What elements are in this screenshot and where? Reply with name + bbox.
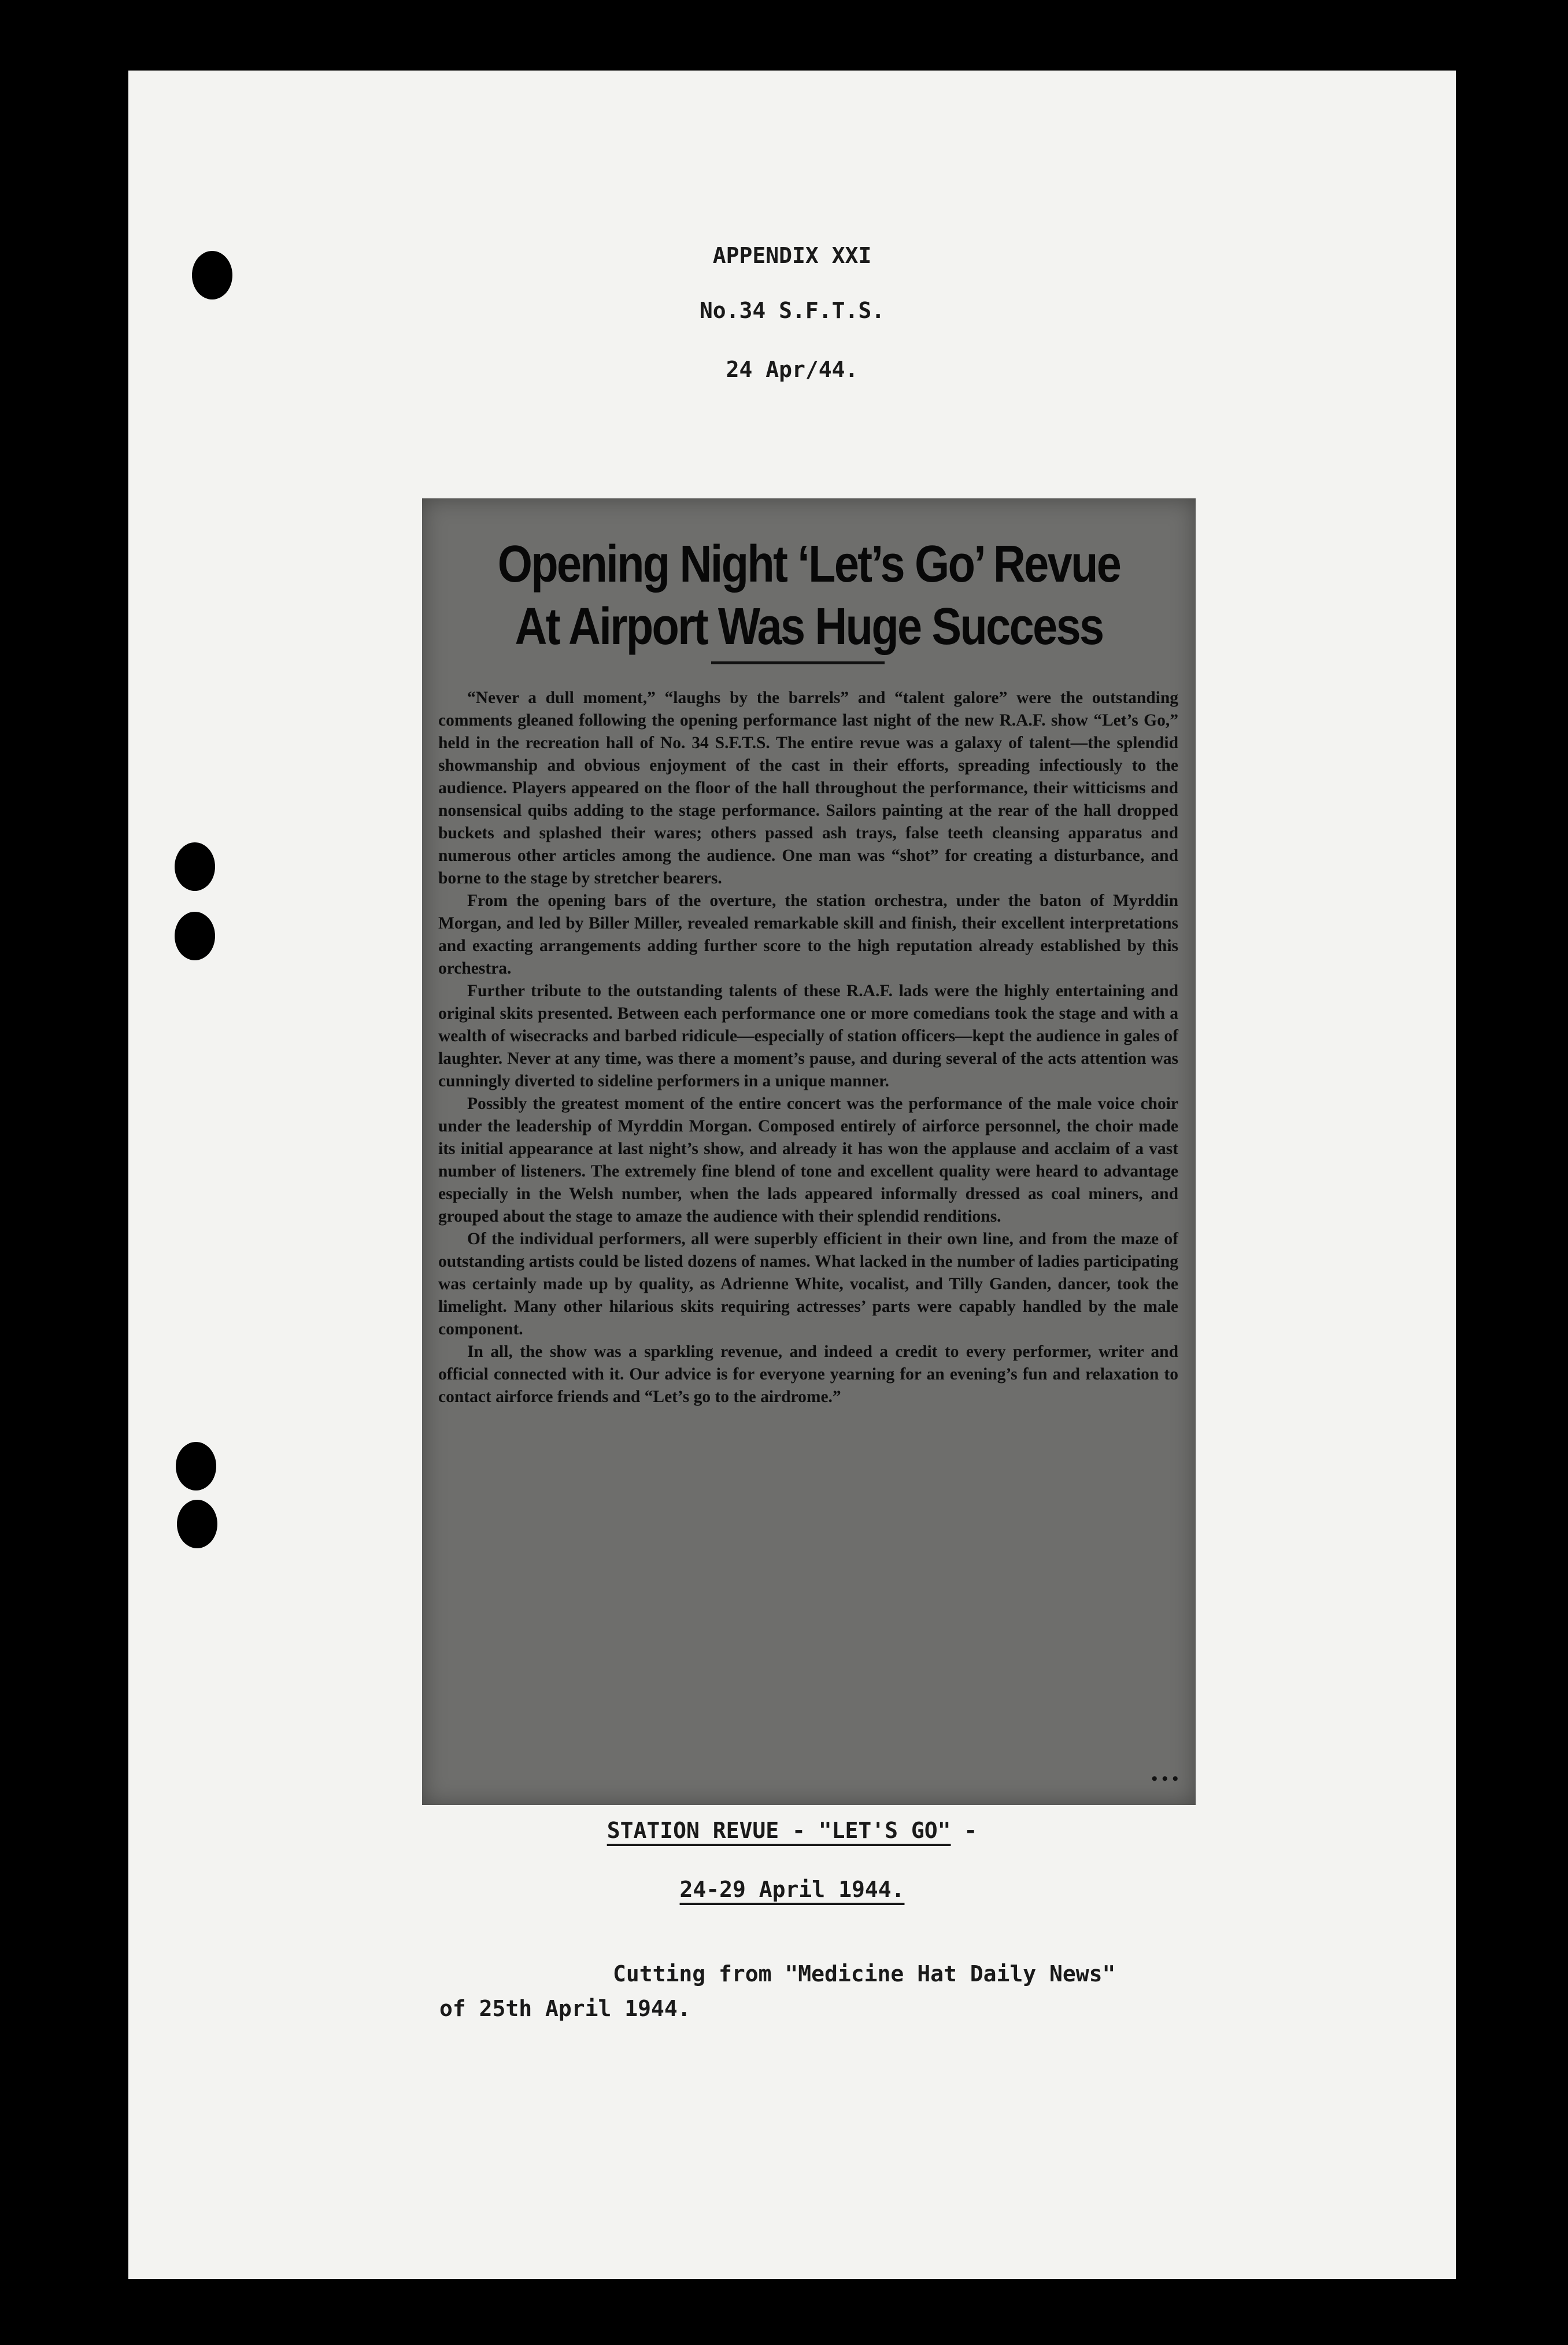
- caption-source-line-2: of 25th April 1944.: [439, 1996, 691, 2021]
- punch-hole: [176, 1442, 216, 1490]
- headline-line-2: At Airport Was Huge Success: [515, 598, 1103, 656]
- clipping-article: [438, 687, 1178, 1408]
- caption-dates: [128, 1877, 1456, 1902]
- punch-hole: [177, 1500, 217, 1548]
- article-paragraph: Further tribute to the outstanding talents of these R.A.F. lads were the highly entertaining and original skits presented. Between each performance one or more comedians took the stage and with a wealth of wisecracks and barbed ridicule—especially of station officers—kept the audience in gales of laughter. Never at any time, was there a moment’s pause, and during several of the acts attention was cunningly diverted to sideline performers in a unique manner.: [438, 982, 1178, 1090]
- headline-line-1: Opening Night ‘Let’s Go’ Revue: [497, 535, 1120, 593]
- headline-rule: [711, 661, 885, 664]
- article-paragraph: From the opening bars of the overture, the station orchestra, under the baton of Myrddin Morgan, and led by Biller Miller, revealed remarkable skill and finish, their excellent interpretations and exacting arrangements adding further score to the high reputation already established by this orchestra.: [438, 892, 1178, 978]
- newspaper-clipping: [422, 498, 1196, 1805]
- date-heading: 24 Apr/44.: [726, 357, 859, 382]
- caption-dates-text: 24-29 April 1944.: [679, 1877, 905, 1902]
- article-paragraph: In all, the show was a sparkling revenue, and indeed a credit to every performer, writer and official connected with it. Our advice is for everyone yearning for an evening’s fun and relaxation to contact airforce friends and “Let’s go to the airdrome.”: [438, 1342, 1178, 1406]
- article-paragraph: Of the individual performers, all were superbly efficient in their own line, and from the maze of outstanding artists could be listed dozens of names. What lacked in the number of ladies participating was certainly made up by quality, as Adrienne White, vocalist, and Tilly Ganden, dancer, took the limelight. Many other hilarious skits requiring actresses’ parts were capably handled by the male component.: [438, 1230, 1178, 1338]
- clipping-end-mark: • • •: [1151, 1769, 1178, 1788]
- document-page: [128, 71, 1456, 2279]
- punch-hole: [175, 912, 215, 960]
- punch-hole: [175, 842, 215, 891]
- clipping-headline: [476, 533, 1142, 658]
- appendix-heading: APPENDIX XXI: [712, 243, 872, 268]
- caption-title: [128, 1818, 1456, 1843]
- caption-title-text: STATION REVUE - "LET'S GO": [607, 1818, 951, 1843]
- unit-heading: No.34 S.F.T.S.: [699, 298, 885, 323]
- caption-source-line-1: Cutting from "Medicine Hat Daily News": [613, 1961, 1116, 1987]
- article-paragraph: “Never a dull moment,” “laughs by the barrels” and “talent galore” were the outstanding comments gleaned following the opening performance last night of the new R.A.F. show “Let’s Go,” held in the recreation hall of No. 34 S.F.T.S. The entire revue was a galaxy of talent—the splendid showmanship and obvious enjoyment of the cast in their efforts, spreading infectiously to the audience. Players appeared on the floor of the hall throughout the performance, their witticisms and nonsensical quibs adding to the stage performance. Sailors painting at the rear of the hall dropped buckets and splashed their wares; others passed ash trays, false teeth cleansing apparatus and numerous other articles among the audience. One man was “shot” for creating a disturbance, and borne to the stage by stretcher bearers.: [438, 689, 1178, 887]
- article-paragraph: Possibly the greatest moment of the entire concert was the performance of the male voice choir under the leadership of Myrddin Morgan. Composed entirely of airforce personnel, the choir made its initial appearance at last night’s show, and already it has won the applause and acclaim of a vast number of listeners. The extremely fine blend of tone and excellent quality were heard to advantage especially in the Welsh number, when the lads appeared informally dressed as coal miners, and grouped about the stage to amaze the audience with their splendid renditions.: [438, 1094, 1178, 1226]
- caption-title-suffix: -: [951, 1818, 978, 1843]
